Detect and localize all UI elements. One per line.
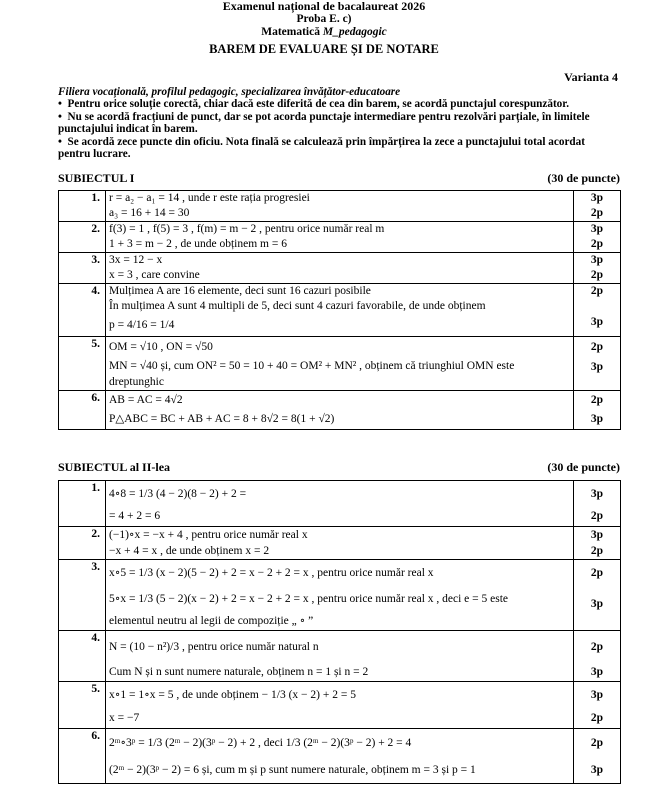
solution-cell [106, 284, 574, 337]
points-cell [574, 481, 621, 527]
subject1-points: (30 de puncte) [547, 171, 620, 185]
points-value: 3p [590, 666, 604, 678]
solution-line: MN = √40 și, cum ON² = 50 = 10 + 40 = OM² + MN² , obținem că triunghiul OMN este [109, 360, 515, 372]
table-row [59, 253, 621, 284]
solution-line: Cum N și n sunt numere naturale, obținem n = 1 și n = 2 [109, 666, 369, 678]
item-number: 3. [59, 560, 106, 631]
barem-title: BAREM DE EVALUARE ȘI DE NOTARE [209, 42, 439, 56]
solution-line: Mulțimea A are 16 elemente, deci sunt 16 cazuri posibile [109, 285, 371, 297]
exam-proba: Proba E. c) [296, 13, 352, 25]
solution-line: = 4 + 2 = 6 [109, 510, 161, 522]
points-value: 3p [590, 254, 604, 266]
solution-line: x = 3 , care convine [109, 269, 200, 281]
solution-cell [106, 222, 574, 253]
instruction-bullet: • Se acordă zece puncte din oficiu. Nota finală se calculează prin împărțirea la zece a punctajului total acordat pentru lucrare. [58, 135, 585, 161]
points-value: 2p [590, 341, 604, 353]
solution-line: elementul neutru al legii de compoziție „ ∘ ” [109, 615, 314, 627]
solution-line: OM = √10 , ON = √50 [109, 341, 213, 353]
points-value: 2p [590, 238, 604, 250]
solution-line: (2ᵐ − 2)(3ᵖ − 2) = 6 și, cum m și p sunt numere naturale, obținem m = 3 și p = 1 [109, 764, 476, 776]
item-number: 2. [59, 222, 106, 253]
solution-cell [106, 560, 574, 631]
points-value: 3p [590, 413, 604, 425]
item-number: 5. [59, 337, 106, 391]
points-cell [574, 560, 621, 631]
points-value: 2p [590, 712, 604, 724]
solution-line: r = a₂ − a₁ = 14 , unde r este rația progresiei [109, 192, 310, 204]
subject2-title: SUBIECTUL al II-lea [58, 460, 171, 474]
item-number: 3. [59, 253, 106, 284]
item-number: 4. [59, 631, 106, 682]
points-cell [574, 284, 621, 337]
table-row [59, 729, 621, 784]
table-row [59, 631, 621, 682]
subject1-heading [58, 171, 620, 186]
points-value: 2p [590, 510, 604, 522]
solution-cell [106, 391, 574, 430]
solution-line: a₃ = 16 + 14 = 30 [109, 207, 190, 219]
points-value: 3p [590, 192, 604, 204]
points-value: 2p [590, 545, 604, 557]
points-cell [574, 527, 621, 560]
points-cell [574, 391, 621, 430]
points-cell [574, 729, 621, 784]
solution-line: f(3) = 1 , f(5) = 3 , f(m) = m − 2 , pentru orice număr real m [109, 223, 385, 235]
points-value: 3p [590, 598, 604, 610]
points-value: 3p [590, 361, 604, 373]
points-value: 3p [590, 488, 604, 500]
solution-line: x∘1 = 1∘x = 5 , de unde obținem − 1/3 (x − 2) + 2 = 5 [109, 689, 356, 701]
solution-line: 3x = 12 − x [109, 254, 163, 266]
points-value: 2p [590, 269, 604, 281]
solution-line: p = 4/16 = 1/4 [109, 319, 175, 331]
solution-line: x = −7 [109, 712, 140, 724]
exam-subject: Matematică M_pedagogic [261, 26, 387, 38]
subject1-title: SUBIECTUL I [58, 171, 135, 185]
points-value: 2p [590, 737, 604, 749]
instruction-bullet: • Nu se acordă fracțiuni de punct, dar se pot acorda punctaje intermediare pentru rezolvări parțiale, în limitele punctajului indicat în barem. [58, 110, 590, 136]
solution-line: 1 + 3 = m − 2 , de unde obținem m = 6 [109, 238, 287, 250]
points-cell [574, 253, 621, 284]
solution-line: x∘5 = 1/3 (x − 2)(5 − 2) + 2 = x − 2 + 2 = x , pentru orice număr real x [109, 567, 434, 579]
instructions [58, 86, 620, 160]
points-value: 2p [590, 567, 604, 579]
points-value: 2p [590, 641, 604, 653]
item-number: 1. [59, 481, 106, 527]
solution-line: În mulțimea A sunt 4 multipli de 5, deci sunt 4 cazuri favorabile, de unde obținem [109, 300, 486, 312]
points-value: 2p [590, 394, 604, 406]
table-row [59, 682, 621, 729]
points-value: 3p [590, 529, 604, 541]
solution-cell [106, 191, 574, 222]
item-number: 5. [59, 682, 106, 729]
exam-title: Examenul național de bacalaureat 2026 [222, 0, 426, 13]
item-number: 6. [59, 391, 106, 430]
subject2-heading [58, 460, 620, 475]
filiera-line: Filiera vocațională, profilul pedagogic, specializarea învățător-educatoare [58, 86, 401, 98]
item-number: 2. [59, 527, 106, 560]
points-cell [574, 631, 621, 682]
solution-cell [106, 253, 574, 284]
subject2-points: (30 de puncte) [547, 460, 620, 474]
points-value: 3p [590, 316, 604, 328]
points-value: 3p [590, 689, 604, 701]
solution-line: 2ᵐ∘3ᵖ = 1/3 (2ᵐ − 2)(3ᵖ − 2) + 2 , deci 1/3 (2ᵐ − 2)(3ᵖ − 2) + 2 = 4 [109, 737, 412, 749]
table-row [59, 560, 621, 631]
solution-cell [106, 337, 574, 391]
solution-line: P△ABC = BC + AB + AC = 8 + 8√2 = 8(1 + √2) [109, 413, 335, 425]
points-value: 2p [590, 207, 604, 219]
points-cell [574, 222, 621, 253]
solution-line: 5∘x = 1/3 (5 − 2)(x − 2) + 2 = x − 2 + 2 = x , pentru orice număr real x , deci e = 5 este [109, 593, 509, 605]
instruction-bullet: • Pentru orice soluție corectă, chiar dacă este diferită de cea din barem, se acordă punctajul corespunzător. [58, 98, 570, 111]
points-value: 3p [590, 764, 604, 776]
solution-line: 4∘8 = 1/3 (4 − 2)(8 − 2) + 2 = [109, 488, 247, 500]
item-number: 4. [59, 284, 106, 337]
table-row [59, 191, 621, 222]
solution-line: AB = AC = 4√2 [109, 394, 183, 406]
table-row [59, 222, 621, 253]
solution-line: −x + 4 = x , de unde obținem x = 2 [109, 545, 270, 557]
points-cell [574, 337, 621, 391]
points-cell [574, 682, 621, 729]
points-value: 3p [590, 223, 604, 235]
solution-line: N = (10 − n²)/3 , pentru orice număr natural n [109, 641, 319, 653]
solution-line: (−1)∘x = −x + 4 , pentru orice număr real x [109, 529, 308, 541]
solution-cell [106, 682, 574, 729]
table-row [59, 481, 621, 527]
item-number: 1. [59, 191, 106, 222]
solution-cell [106, 631, 574, 682]
points-value: 2p [590, 285, 604, 297]
subject2-table [58, 480, 621, 784]
table-row [59, 527, 621, 560]
subject1-table [58, 190, 621, 430]
table-row [59, 284, 621, 337]
table-row [59, 391, 621, 430]
solution-cell [106, 729, 574, 784]
solution-cell [106, 527, 574, 560]
variant-label: Varianta 4 [564, 70, 618, 84]
solution-line: dreptunghic [109, 376, 164, 388]
points-cell [574, 191, 621, 222]
table-row [59, 337, 621, 391]
solution-cell [106, 481, 574, 527]
document-header [0, 0, 648, 56]
item-number: 6. [59, 729, 106, 784]
